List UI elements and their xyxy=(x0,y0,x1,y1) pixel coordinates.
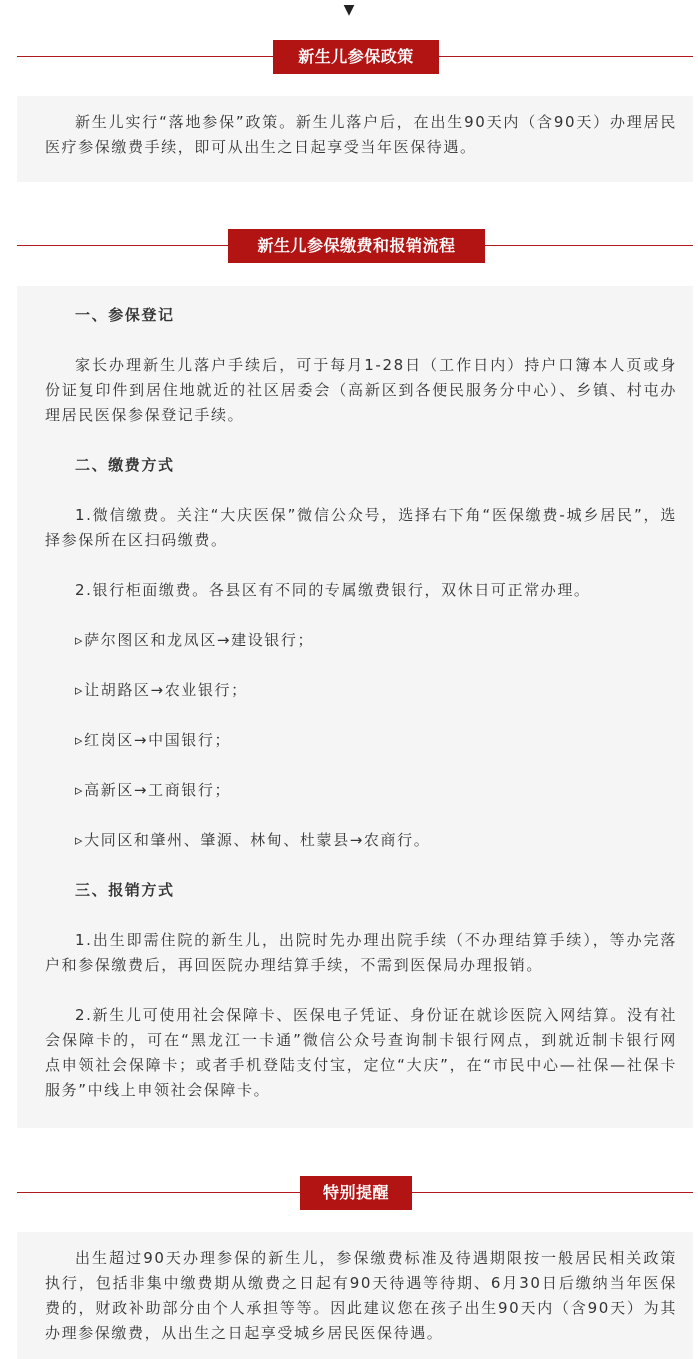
bank-list-item: ▹高新区→工商银行； xyxy=(75,781,232,799)
paragraph: 2.银行柜面缴费。各县区有不同的专属缴费银行，双休日可正常办理。 xyxy=(75,581,591,599)
paragraph: 出生超过90天办理参保的新生儿，参保缴费标准及待遇期限按一般居民相关政策执行，包括非集中缴费期从缴费之日起有90天待遇等待期、6月30日后缴纳当年医保费的，财政补助部分由个人承担等等。因此建议您在孩子出生90天内（含90天）为其办理参保缴费，从出生之日起享受城乡居民医保待遇。 xyxy=(45,1249,677,1342)
bank-list-item: ▹红岗区→中国银行； xyxy=(75,731,232,749)
paragraph: 1.出生即需住院的新生儿，出院时先办理出院手续（不办理结算手续），等办完落户和参保缴费后，再回医院办理结算手续，不需到医保局办理报销。 xyxy=(45,931,677,974)
paragraph: 1.微信缴费。关注“大庆医保”微信公众号，选择右下角“医保缴费-城乡居民”，选择参保所在区扫码缴费。 xyxy=(45,506,677,549)
down-arrow-icon: ▼ xyxy=(343,2,355,18)
paragraph: 新生儿实行“落地参保”政策。新生儿落户后，在出生90天内（含90天）办理居民医疗参保缴费手续，即可从出生之日起享受当年医保待遇。 xyxy=(45,113,677,156)
process-content-box xyxy=(17,286,693,1128)
bank-list-item: ▹萨尔图区和龙凤区→建设银行； xyxy=(75,631,315,649)
section-header-process xyxy=(17,229,693,263)
reminder-content-box xyxy=(17,1232,693,1359)
policy-content-box xyxy=(17,96,693,182)
section-title: 新生儿参保政策 xyxy=(273,40,439,74)
bank-list-item: ▹大同区和肇州、肇源、林甸、杜蒙县→农商行。 xyxy=(75,831,431,849)
paragraph: 家长办理新生儿落户手续后，可于每月1-28日（工作日内）持户口簿本人页或身份证复印件到居住地就近的社区居委会（高新区到各便民服务分中心）、乡镇、村屯办理居民医保参保登记手续。 xyxy=(45,356,677,424)
section-title: 新生儿参保缴费和报销流程 xyxy=(228,229,485,263)
section-header-policy xyxy=(17,40,693,74)
subheading-reimbursement: 三、报销方式 xyxy=(75,881,175,899)
paragraph: 2.新生儿可使用社会保障卡、医保电子凭证、身份证在就诊医院入网结算。没有社会保障卡的，可在“黑龙江一卡通”微信公众号查询制卡银行网点，到就近制卡银行网点申领社会保障卡；或者手机登陆支付宝，定位“大庆”，在“市民中心—社保—社保卡服务”中线上申领社会保障卡。 xyxy=(45,1006,677,1099)
subheading-registration: 一、参保登记 xyxy=(75,306,175,324)
bank-list-item: ▹让胡路区→农业银行； xyxy=(75,681,248,699)
section-header-reminder xyxy=(17,1176,693,1210)
section-title: 特别提醒 xyxy=(300,1176,412,1210)
subheading-payment: 二、缴费方式 xyxy=(75,456,175,474)
